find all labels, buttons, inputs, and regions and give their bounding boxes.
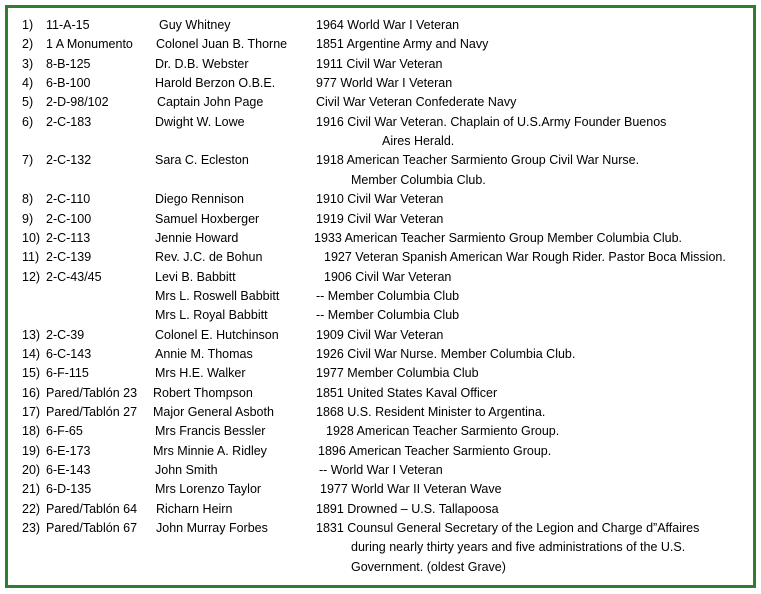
person-details-continued: Aires Herald.: [382, 134, 455, 149]
person-details: 1896 American Teacher Sarmiento Group.: [318, 443, 552, 458]
person-name: Harold Berzon O.B.E.: [155, 76, 276, 91]
plot-location: 6-B-100: [46, 76, 91, 91]
person-name: Levi B. Babbitt: [155, 269, 236, 284]
row-number: 16): [22, 385, 41, 400]
person-details: 1964 World War I Veteran: [316, 18, 460, 32]
row-number: 23): [22, 521, 41, 536]
plot-location: Pared/Tablón 27: [46, 405, 138, 419]
plot-location: 2-C-100: [46, 211, 92, 226]
person-name: Diego Rennison: [155, 192, 244, 207]
person-details: 1916 Civil War Veteran. Chaplain of U.S.Army Founder Buenos: [316, 114, 667, 129]
person-name: Mrs Francis Bessler: [155, 424, 266, 439]
row-number: 3): [22, 56, 34, 71]
person-details: 977 World War I Veteran: [316, 76, 453, 91]
plot-location: Pared/Tablón 23: [46, 385, 138, 400]
person-name: Mrs L. Roswell Babbitt: [155, 288, 280, 303]
plot-location: 2-C-39: [46, 327, 85, 342]
person-details: 1909 Civil War Veteran: [316, 327, 444, 342]
person-name: Mrs L. Royal Babbitt: [155, 308, 268, 323]
person-details: Civil War Veteran Confederate Navy: [316, 95, 517, 110]
person-name: Dr. D.B. Webster: [155, 56, 249, 71]
plot-location: 6-E-173: [46, 443, 91, 458]
row-number: 5): [22, 95, 34, 110]
row-number: 21): [22, 482, 41, 497]
person-name: Mrs Minnie A. Ridley: [153, 443, 267, 458]
plot-location: 2-C-113: [46, 230, 91, 245]
plot-location: 6-F-65: [46, 424, 83, 439]
row-number: 11): [22, 250, 40, 265]
person-name: Guy Whitney: [159, 18, 231, 32]
row-number: 8): [22, 192, 34, 207]
person-details-continued: Government. (oldest Grave): [351, 559, 506, 574]
person-name: Sara C. Ecleston: [155, 153, 249, 168]
plot-location: 2-C-183: [46, 114, 92, 129]
person-details: 1868 U.S. Resident Minister to Argentina.: [316, 405, 546, 419]
person-details: 1831 Counsul General Secretary of the Legion and Charge d”Affaires: [316, 521, 700, 536]
person-name: Annie M. Thomas: [155, 346, 253, 361]
row-number: 1): [22, 18, 34, 32]
plot-location: 8-B-125: [46, 56, 91, 71]
person-name: Captain John Page: [157, 95, 264, 110]
person-details: 1928 American Teacher Sarmiento Group.: [326, 424, 560, 439]
row-number: 6): [22, 114, 34, 129]
row-number: 13): [22, 327, 41, 342]
person-name: Major General Asboth: [153, 405, 274, 419]
person-details: 1927 Veteran Spanish American War Rough Rider. Pastor Boca Mission.: [324, 250, 726, 265]
person-details: 1891 Drowned – U.S. Tallapoosa: [316, 501, 499, 516]
person-details-continued: Member Columbia Club.: [351, 172, 486, 187]
plot-location: 11-A-15: [46, 18, 90, 32]
person-name: Colonel E. Hutchinson: [155, 327, 279, 342]
row-number: 22): [22, 501, 41, 516]
plot-location: 1 A Monumento: [46, 37, 133, 52]
person-name: Rev. J.C. de Bohun: [155, 250, 263, 265]
person-details: 1911 Civil War Veteran: [316, 56, 443, 71]
row-number: 4): [22, 76, 34, 91]
person-details: 1906 Civil War Veteran: [324, 269, 452, 284]
row-number: 15): [22, 366, 41, 381]
row-number: 10): [22, 230, 41, 245]
person-name: Colonel Juan B. Thorne: [156, 37, 288, 52]
plot-location: 6-C-143: [46, 346, 92, 361]
row-number: 9): [22, 211, 34, 226]
person-name: Samuel Hoxberger: [155, 211, 260, 226]
person-details: 1918 American Teacher Sarmiento Group Civil War Nurse.: [316, 153, 640, 168]
plot-location: 2-C-139: [46, 250, 92, 265]
person-name: Mrs H.E. Walker: [155, 366, 246, 381]
plot-location: 6-F-115: [46, 366, 89, 381]
person-details: 1910 Civil War Veteran: [316, 192, 444, 207]
plot-location: 6-E-143: [46, 463, 91, 478]
person-details: 1926 Civil War Nurse. Member Columbia Club.: [316, 346, 576, 361]
person-details: -- World War I Veteran: [319, 463, 443, 478]
person-details: 1919 Civil War Veteran: [316, 211, 444, 226]
row-number: 7): [22, 153, 34, 168]
person-details: 1977 World War II Veteran Wave: [320, 482, 502, 497]
person-name: Richarn Heirn: [156, 501, 233, 516]
plot-location: 2-D-98/102: [46, 95, 109, 110]
person-name: Dwight W. Lowe: [155, 114, 245, 129]
person-details-continued: during nearly thirty years and five administrations of the U.S.: [351, 540, 686, 555]
row-number: 20): [22, 463, 41, 478]
row-number: 2): [22, 37, 34, 52]
row-number: 14): [22, 346, 41, 361]
plot-location: 2-C-132: [46, 153, 92, 168]
person-details: 1851 Argentine Army and Navy: [316, 37, 489, 52]
plot-location: Pared/Tablón 67: [46, 521, 138, 536]
person-details: 1933 American Teacher Sarmiento Group Member Columbia Club.: [314, 230, 683, 245]
row-number: 18): [22, 424, 41, 439]
row-number: 17): [22, 405, 41, 419]
person-name: Jennie Howard: [155, 230, 239, 245]
person-details: 1851 United States Kaval Officer: [316, 385, 498, 400]
plot-location: 6-D-135: [46, 482, 92, 497]
person-name: John Murray Forbes: [156, 521, 268, 536]
plot-location: 2-C-43/45: [46, 269, 102, 284]
person-details: -- Member Columbia Club: [316, 288, 460, 303]
person-name: John Smith: [155, 463, 218, 478]
person-details: 1977 Member Columbia Club: [316, 366, 479, 381]
row-number: 19): [22, 443, 41, 458]
person-name: Mrs Lorenzo Taylor: [155, 482, 262, 497]
plot-location: Pared/Tablón 64: [46, 501, 138, 516]
row-number: 12): [22, 269, 41, 284]
person-name: Robert Thompson: [153, 385, 253, 400]
plot-location: 2-C-110: [46, 192, 91, 207]
person-details: -- Member Columbia Club: [316, 308, 460, 323]
